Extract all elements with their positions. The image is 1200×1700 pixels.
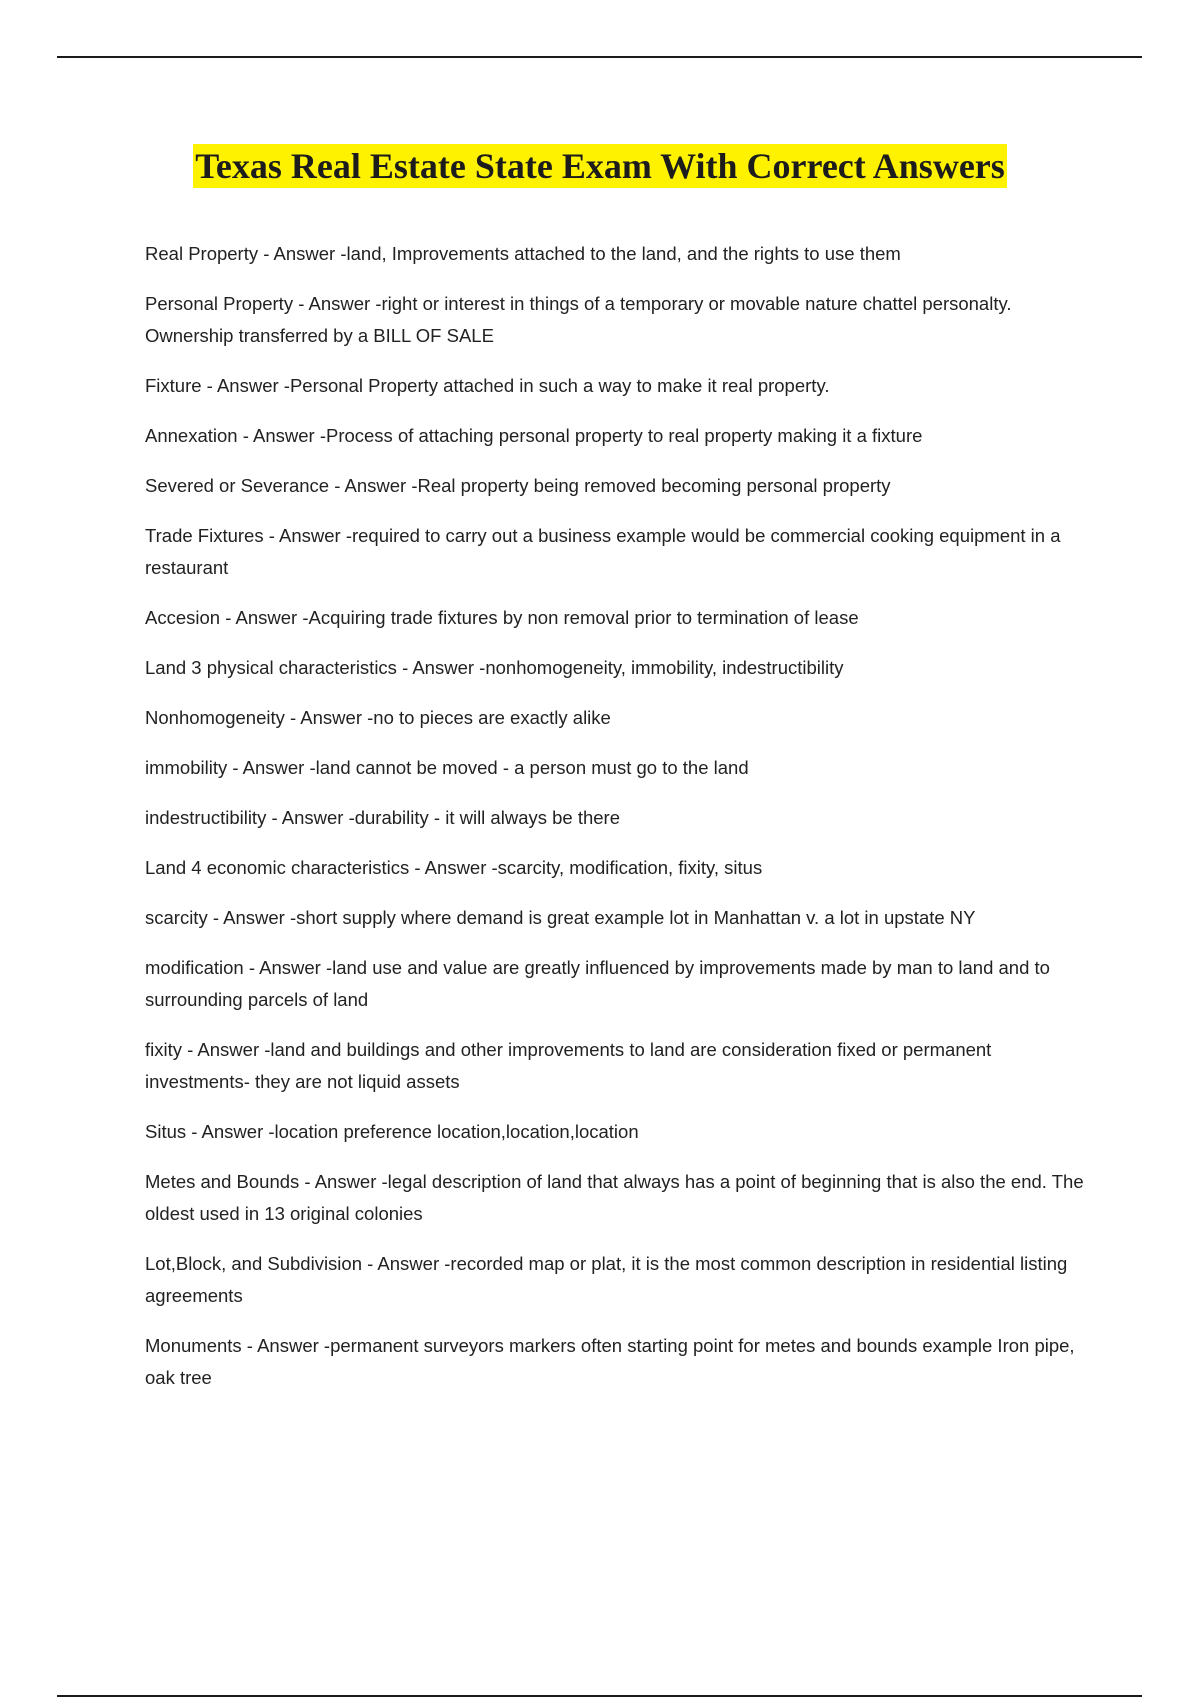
list-item: Accesion - Answer -Acquiring trade fixtures by non removal prior to termination of lease	[145, 607, 859, 628]
list-item: Land 3 physical characteristics - Answer -nonhomogeneity, immobility, indestructibility	[145, 657, 844, 678]
list-item: Situs - Answer -location preference location,location,location	[145, 1121, 639, 1142]
list-item: Trade Fixtures - Answer -required to carry out a business example would be commercial cooking equipment in a restaurant	[145, 525, 1061, 578]
list-item: fixity - Answer -land and buildings and other improvements to land are consideration fixed or permanent investments- they are not liquid assets	[145, 1039, 992, 1092]
list-item: Land 4 economic characteristics - Answer -scarcity, modification, fixity, situs	[145, 857, 763, 878]
list-item: Metes and Bounds - Answer -legal description of land that always has a point of beginning that is also the end. The oldest used in 13 original colonies	[145, 1171, 1084, 1224]
list-item: scarcity - Answer -short supply where demand is great example lot in Manhattan v. a lot in upstate NY	[145, 907, 976, 928]
list-item: Lot,Block, and Subdivision - Answer -recorded map or plat, it is the most common description in residential listing agreements	[145, 1253, 1068, 1306]
list-item: modification - Answer -land use and value are greatly influenced by improvements made by man to land and to surrounding parcels of land	[145, 957, 1050, 1010]
list-item: Fixture - Answer -Personal Property attached in such a way to make it real property.	[145, 375, 830, 396]
list-item: Severed or Severance - Answer -Real property being removed becoming personal property	[145, 475, 891, 496]
list-item: Personal Property - Answer -right or interest in things of a temporary or movable nature chattel personalty. Ownership transferred by a BILL OF SALE	[145, 293, 1012, 346]
list-item: Nonhomogeneity - Answer -no to pieces are exactly alike	[145, 707, 611, 728]
list-item: Monuments - Answer -permanent surveyors markers often starting point for metes and bounds example Iron pipe, oak tree	[145, 1335, 1075, 1388]
document-title: Texas Real Estate State Exam With Correct Answers	[195, 146, 1005, 186]
flashcard-list	[145, 238, 1095, 1412]
title-wrapper	[0, 144, 1200, 188]
list-item: Annexation - Answer -Process of attaching personal property to real property making it a fixture	[145, 425, 923, 446]
top-rule	[57, 56, 1142, 58]
list-item: immobility - Answer -land cannot be moved - a person must go to the land	[145, 757, 749, 778]
bottom-rule	[57, 1695, 1142, 1697]
list-item: Real Property - Answer -land, Improvements attached to the land, and the rights to use them	[145, 243, 901, 264]
list-item: indestructibility - Answer -durability - it will always be there	[145, 807, 621, 828]
